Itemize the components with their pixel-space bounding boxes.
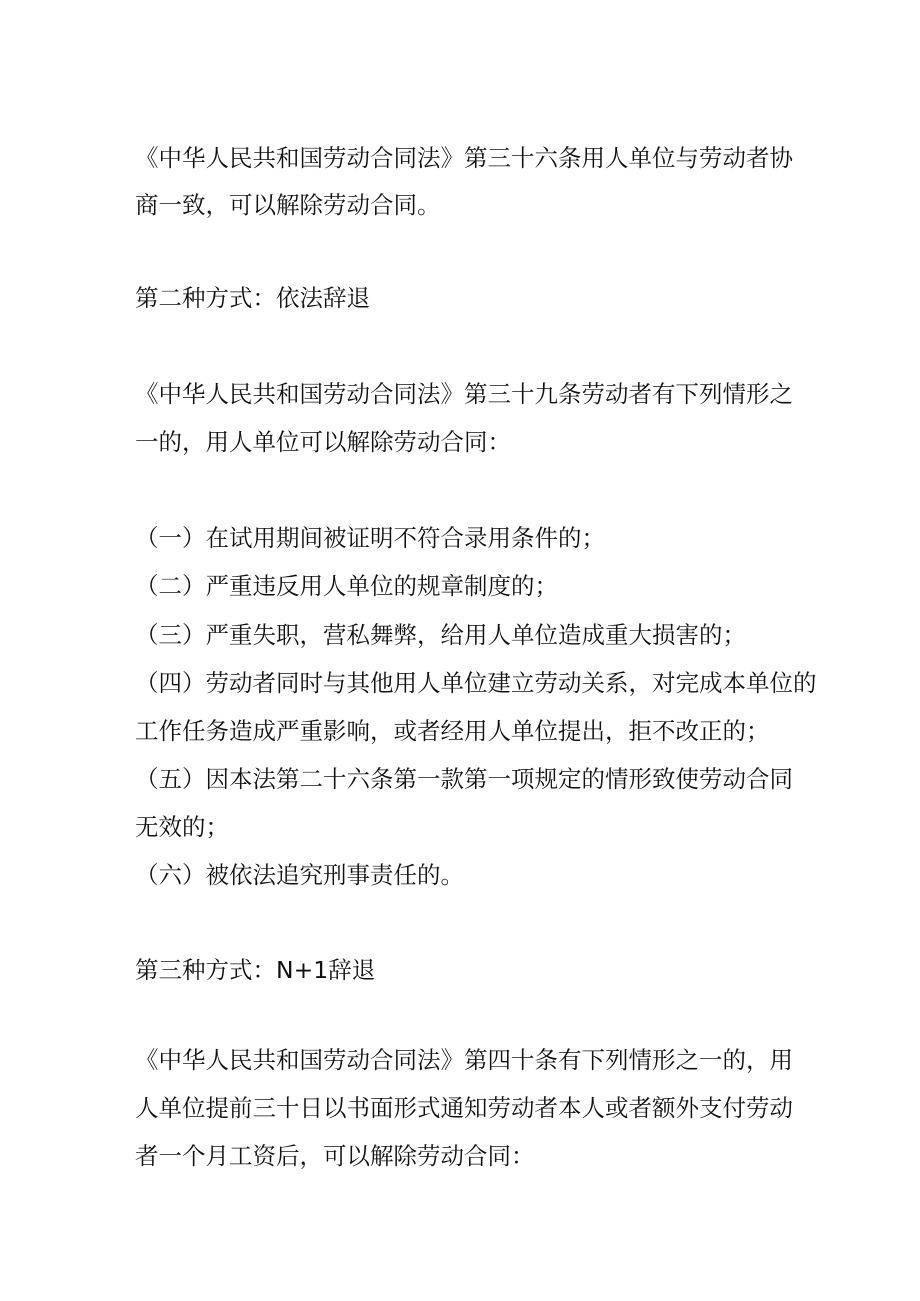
paragraph-article39-line1: 《中华人民共和国劳动合同法》第三十九条劳动者有下列情形之 [135, 380, 793, 408]
list-item-2: （二）严重违反用人单位的规章制度的； [135, 572, 558, 600]
paragraph-article40-line3: 者一个月工资后，可以解除劳动合同： [135, 1142, 535, 1170]
list-item-5-line2: 无效的； [135, 813, 229, 841]
list-item-5-line1: （五）因本法第二十六条第一款第一项规定的情形致使劳动合同 [135, 765, 793, 793]
list-item-3: （三）严重失职，营私舞弊，给用人单位造成重大损害的； [135, 621, 746, 649]
heading-method-two: 第二种方式：依法辞退 [135, 284, 370, 312]
list-item-4-line1: （四）劳动者同时与其他用人单位建立劳动关系，对完成本单位的 [135, 669, 817, 697]
list-item-4-line2: 工作任务造成严重影响，或者经用人单位提出，拒不改正的； [135, 717, 770, 745]
paragraph-article36-line2: 商一致，可以解除劳动合同。 [135, 191, 441, 219]
paragraph-article40-line1: 《中华人民共和国劳动合同法》第四十条有下列情形之一的，用 [135, 1046, 793, 1074]
heading-method-three: 第三种方式：N+1辞退 [135, 956, 376, 984]
paragraph-article36-line1: 《中华人民共和国劳动合同法》第三十六条用人单位与劳动者协 [135, 144, 793, 172]
list-item-1: （一）在试用期间被证明不符合录用条件的； [135, 524, 605, 552]
paragraph-article39-line2: 一的，用人单位可以解除劳动合同： [135, 428, 511, 456]
list-item-6: （六）被依法追究刑事责任的。 [135, 861, 464, 889]
paragraph-article40-line2: 人单位提前三十日以书面形式通知劳动者本人或者额外支付劳动 [135, 1094, 793, 1122]
